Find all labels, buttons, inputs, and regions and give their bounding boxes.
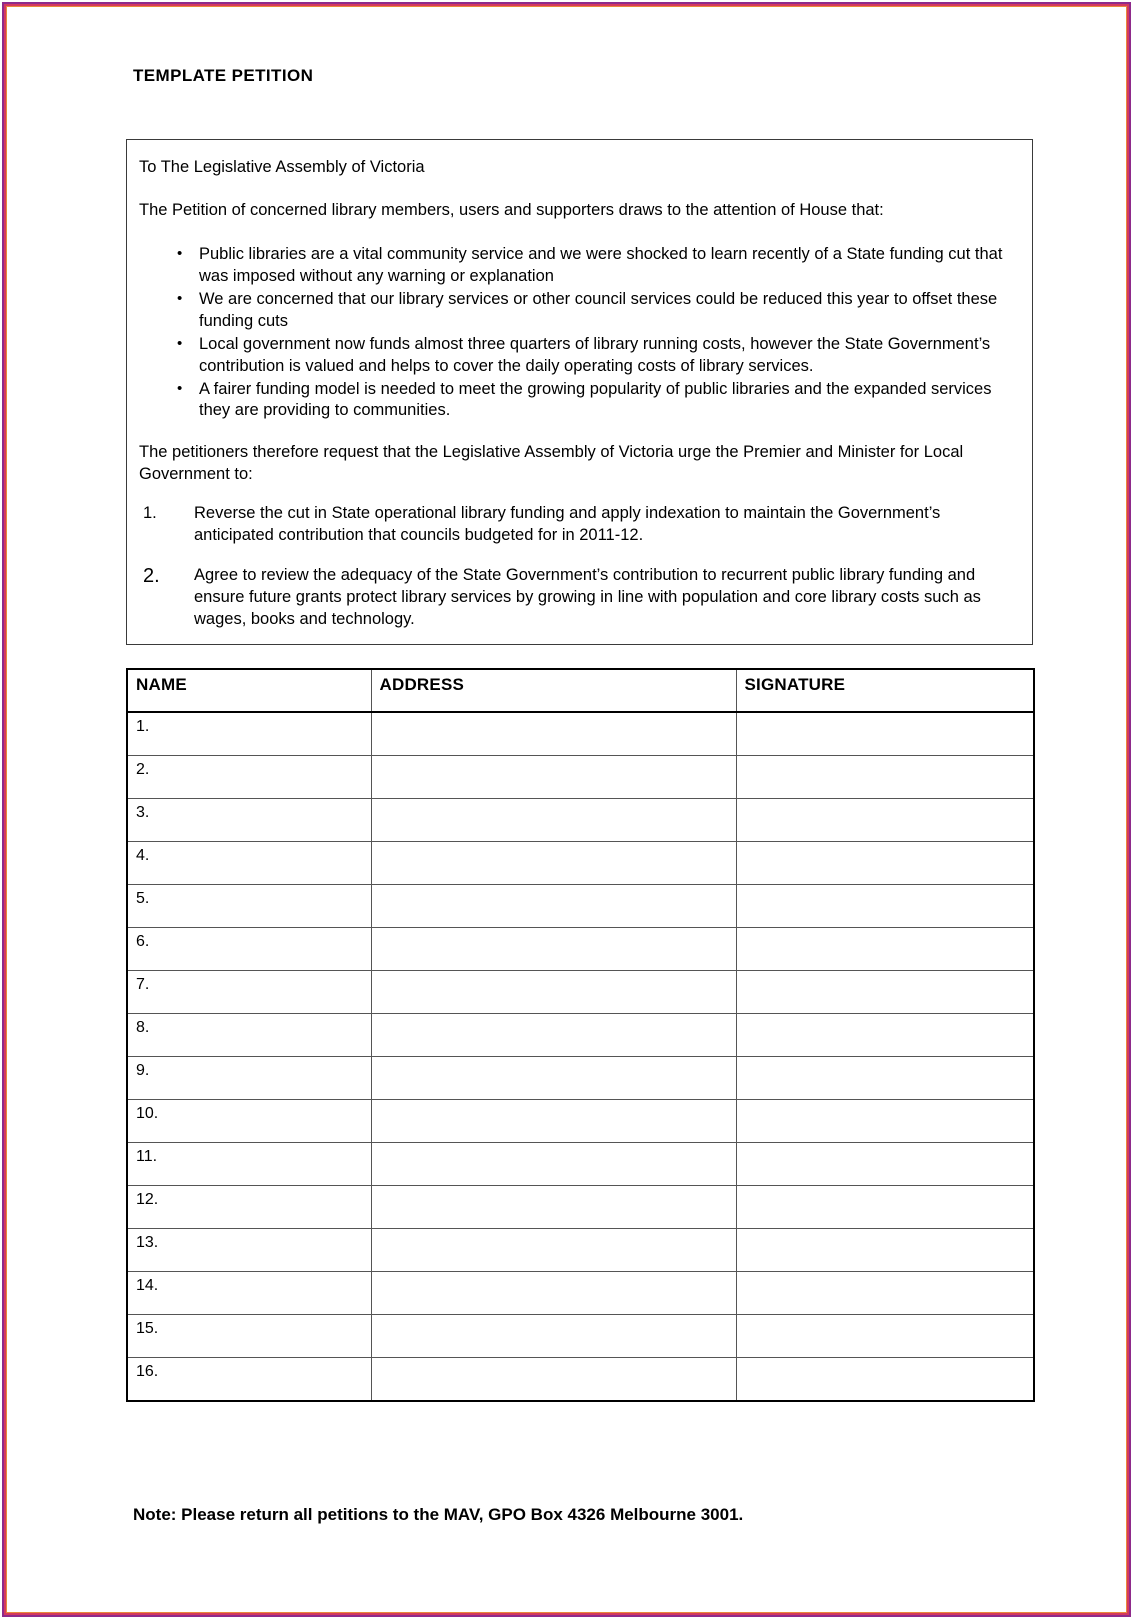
bullet-text: We are concerned that our library services or other council services could be reduced this year to offset these funding cuts <box>199 289 998 330</box>
table-row <box>127 712 1034 756</box>
table-row <box>127 1014 1034 1057</box>
petition-box-content <box>127 140 1032 631</box>
row-number-cell[interactable]: 9. <box>127 1057 371 1100</box>
list-item <box>139 289 1014 333</box>
request-text: Reverse the cut in State operational library funding and apply indexation to maintain the Government’s anticipated contribution that councils budgeted for in 2011-12. <box>194 504 941 545</box>
table-row <box>127 1229 1034 1272</box>
list-item <box>139 379 1014 423</box>
signature-cell[interactable] <box>736 712 1034 756</box>
address-cell[interactable] <box>371 1057 736 1100</box>
table-row <box>127 885 1034 928</box>
list-item <box>139 334 1014 378</box>
bullet-text: Public libraries are a vital community service and we were shocked to learn recently of a State funding cut that was imposed without any warning or explanation <box>199 244 1003 285</box>
signature-cell[interactable] <box>736 1186 1034 1229</box>
row-number-cell[interactable]: 4. <box>127 842 371 885</box>
signature-cell[interactable] <box>736 1014 1034 1057</box>
petition-text-box <box>126 139 1033 645</box>
row-number-cell[interactable]: 16. <box>127 1358 371 1402</box>
address-cell[interactable] <box>371 1272 736 1315</box>
petition-request-lead: The petitioners therefore request that the Legislative Assembly of Victoria urge the Premier and Minister for Local Government to: <box>139 443 964 483</box>
address-cell[interactable] <box>371 1100 736 1143</box>
table-row <box>127 1272 1034 1315</box>
column-header-address: ADDRESS <box>371 669 736 712</box>
table-row <box>127 799 1034 842</box>
table-header-row <box>127 669 1034 712</box>
bullet-icon: • <box>177 289 183 307</box>
bullet-icon: • <box>177 244 183 262</box>
list-item <box>139 565 1014 631</box>
bullet-icon: • <box>177 334 183 352</box>
signature-cell[interactable] <box>736 1229 1034 1272</box>
footer-note: Note: Please return all petitions to the MAV, GPO Box 4326 Melbourne 3001. <box>133 1505 744 1524</box>
row-number-cell[interactable]: 13. <box>127 1229 371 1272</box>
row-number-cell[interactable]: 8. <box>127 1014 371 1057</box>
signature-cell[interactable] <box>736 1057 1034 1100</box>
address-cell[interactable] <box>371 712 736 756</box>
table-row <box>127 1186 1034 1229</box>
petition-bullet-list <box>139 244 1014 423</box>
bullet-text: Local government now funds almost three quarters of library running costs, however the State Government’s contribution is valued and helps to cover the daily operating costs of library services. <box>199 334 991 375</box>
list-item <box>139 503 1014 547</box>
table-row <box>127 1057 1034 1100</box>
row-number-cell[interactable]: 12. <box>127 1186 371 1229</box>
signature-cell[interactable] <box>736 1272 1034 1315</box>
petition-intro: The Petition of concerned library members, users and supporters draws to the attention of House that: <box>139 201 884 220</box>
address-cell[interactable] <box>371 885 736 928</box>
table-row <box>127 928 1034 971</box>
signature-table-body <box>127 712 1034 1401</box>
address-cell[interactable] <box>371 1358 736 1402</box>
address-cell[interactable] <box>371 928 736 971</box>
address-cell[interactable] <box>371 799 736 842</box>
petition-request-list <box>139 503 1014 631</box>
signature-cell[interactable] <box>736 928 1034 971</box>
signature-table-header <box>127 669 1034 712</box>
row-number-cell[interactable]: 11. <box>127 1143 371 1186</box>
list-item <box>139 244 1014 288</box>
address-cell[interactable] <box>371 1014 736 1057</box>
signature-table <box>126 668 1035 1402</box>
column-header-name: NAME <box>127 669 371 712</box>
bullet-icon: • <box>177 379 183 397</box>
table-row <box>127 756 1034 799</box>
signature-cell[interactable] <box>736 1100 1034 1143</box>
request-text: Agree to review the adequacy of the State Government’s contribution to recurrent public library funding and ensure future grants protect library services by growing in line with population and core library costs such as wages, books and technology. <box>194 566 981 628</box>
row-number-cell[interactable]: 1. <box>127 712 371 756</box>
signature-cell[interactable] <box>736 842 1034 885</box>
request-number: 2. <box>143 565 160 588</box>
row-number-cell[interactable]: 5. <box>127 885 371 928</box>
address-cell[interactable] <box>371 1186 736 1229</box>
address-cell[interactable] <box>371 1315 736 1358</box>
table-row <box>127 1100 1034 1143</box>
row-number-cell[interactable]: 6. <box>127 928 371 971</box>
address-cell[interactable] <box>371 756 736 799</box>
row-number-cell[interactable]: 3. <box>127 799 371 842</box>
signature-cell[interactable] <box>736 885 1034 928</box>
address-cell[interactable] <box>371 842 736 885</box>
row-number-cell[interactable]: 15. <box>127 1315 371 1358</box>
address-cell[interactable] <box>371 971 736 1014</box>
signature-cell[interactable] <box>736 756 1034 799</box>
column-header-signature: SIGNATURE <box>736 669 1034 712</box>
row-number-cell[interactable]: 2. <box>127 756 371 799</box>
table-row <box>127 971 1034 1014</box>
request-number: 1. <box>143 504 157 523</box>
signature-cell[interactable] <box>736 799 1034 842</box>
table-row <box>127 1358 1034 1402</box>
signature-cell[interactable] <box>736 1143 1034 1186</box>
row-number-cell[interactable]: 7. <box>127 971 371 1014</box>
row-number-cell[interactable]: 14. <box>127 1272 371 1315</box>
signature-cell[interactable] <box>736 1358 1034 1402</box>
petition-addressee: To The Legislative Assembly of Victoria <box>139 158 425 176</box>
signature-cell[interactable] <box>736 1315 1034 1358</box>
table-row <box>127 1143 1034 1186</box>
signature-cell[interactable] <box>736 971 1034 1014</box>
bullet-text: A fairer funding model is needed to meet the growing popularity of public libraries and the expanded services they are providing to communities. <box>199 379 992 420</box>
address-cell[interactable] <box>371 1229 736 1272</box>
table-row <box>127 842 1034 885</box>
table-row <box>127 1315 1034 1358</box>
row-number-cell[interactable]: 10. <box>127 1100 371 1143</box>
address-cell[interactable] <box>371 1143 736 1186</box>
page-title: TEMPLATE PETITION <box>133 66 314 85</box>
